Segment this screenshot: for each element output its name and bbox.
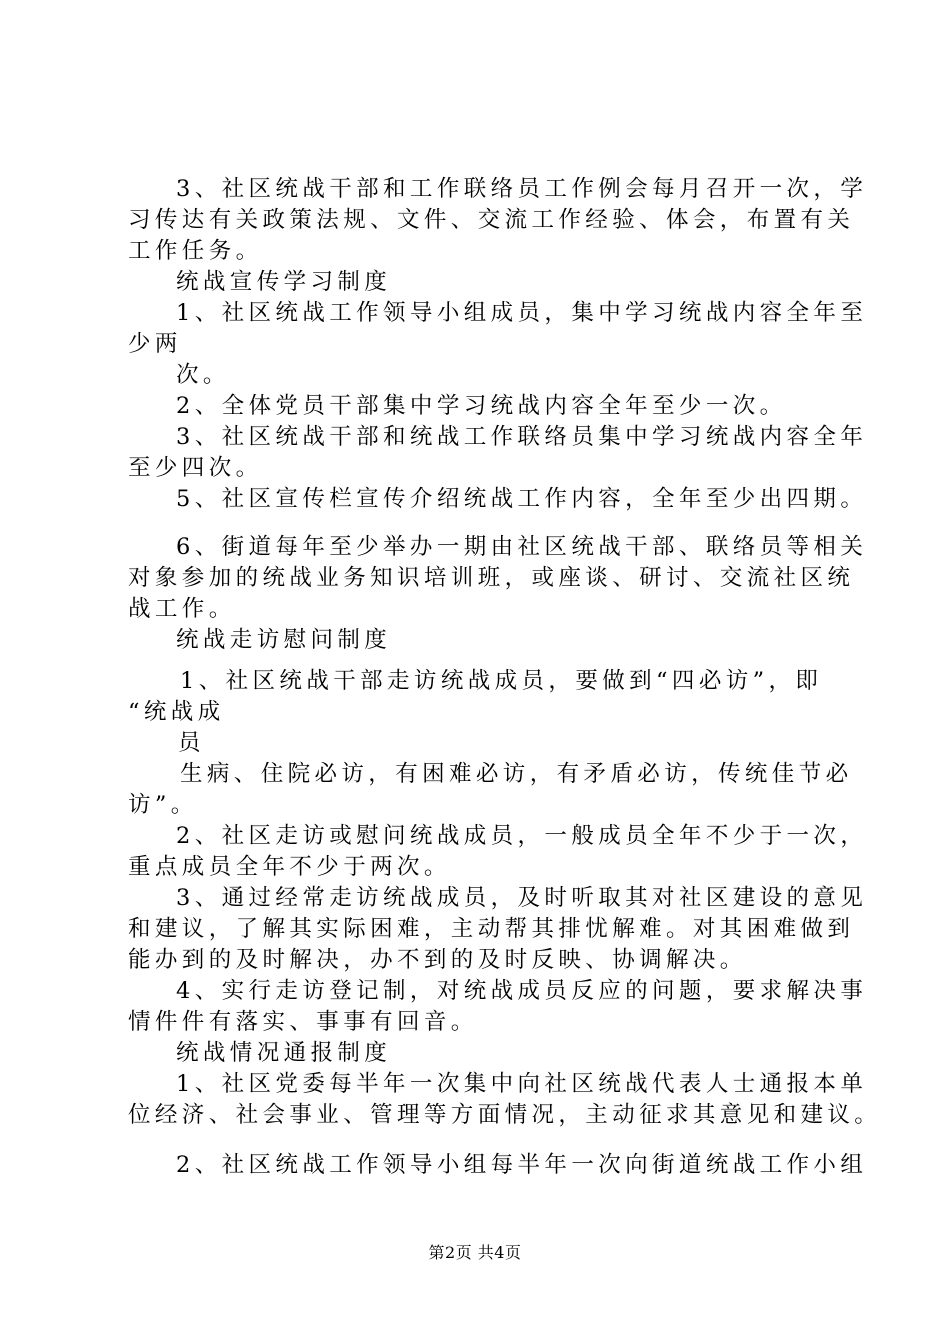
paragraph-line: “统战成: [128, 699, 225, 725]
page-footer: 第2页 共4页: [428, 1243, 522, 1262]
paragraph-line: 3、社区统战干部和工作联络员工作例会每月召开一次，学: [176, 176, 868, 202]
paragraph-line: 6、街道每年至少举办一期由社区统战干部、联络员等相关: [176, 534, 868, 560]
paragraph-line: 工作任务。: [128, 238, 263, 264]
section-heading: 统战宣传学习制度: [176, 269, 392, 295]
paragraph-line: 3、社区统战干部和统战工作联络员集中学习统战内容全年: [176, 424, 868, 450]
paragraph-line: 战工作。: [128, 596, 236, 622]
paragraph-line: 至少四次。: [128, 455, 263, 481]
paragraph-line: 员: [178, 730, 205, 756]
paragraph-line: 1、社区党委每半年一次集中向社区统战代表人士通报本单: [176, 1071, 868, 1097]
section-heading: 统战情况通报制度: [176, 1040, 392, 1066]
paragraph-line: 习传达有关政策法规、文件、交流工作经验、体会，布置有关: [128, 207, 855, 233]
paragraph-line: 能办到的及时解决，办不到的及时反映、协调解决。: [128, 947, 747, 973]
paragraph-line: 2、社区统战工作领导小组每半年一次向街道统战工作小组: [176, 1152, 868, 1178]
paragraph-line: 2、社区走访或慰问统战成员，一般成员全年不少于一次，: [176, 823, 868, 849]
paragraph-line: 5、社区宣传栏宣传介绍统战工作内容，全年至少出四期。: [176, 486, 868, 512]
paragraph-line: 情件件有落实、事事有回音。: [128, 1009, 478, 1035]
paragraph-line: 3、通过经常走访统战成员，及时听取其对社区建设的意见: [176, 885, 868, 911]
paragraph-line: 1、社区统战工作领导小组成员，集中学习统战内容全年至: [176, 300, 868, 326]
section-heading: 统战走访慰问制度: [176, 627, 392, 653]
paragraph-line: 4、实行走访登记制，对统战成员反应的问题，要求解决事: [176, 978, 868, 1004]
paragraph-line: 1、社区统战干部走访统战成员，要做到“四必访”，即: [180, 668, 823, 694]
paragraph-line: 和建议，了解其实际困难，主动帮其排忧解难。对其困难做到: [128, 916, 855, 942]
paragraph-line: 生病、住院必访，有困难必访，有矛盾必访，传统佳节必: [180, 761, 853, 787]
paragraph-line: 对象参加的统战业务知识培训班，或座谈、研讨、交流社区统: [128, 565, 855, 591]
paragraph-line: 重点成员全年不少于两次。: [128, 854, 451, 880]
paragraph-line: 次。: [176, 362, 230, 388]
paragraph-line: 少两: [128, 331, 182, 357]
paragraph-line: 访”。: [128, 792, 198, 818]
paragraph-line: 2、全体党员干部集中学习统战内容全年至少一次。: [176, 393, 787, 419]
paragraph-line: 位经济、社会事业、管理等方面情况，主动征求其意见和建议。: [128, 1102, 882, 1128]
